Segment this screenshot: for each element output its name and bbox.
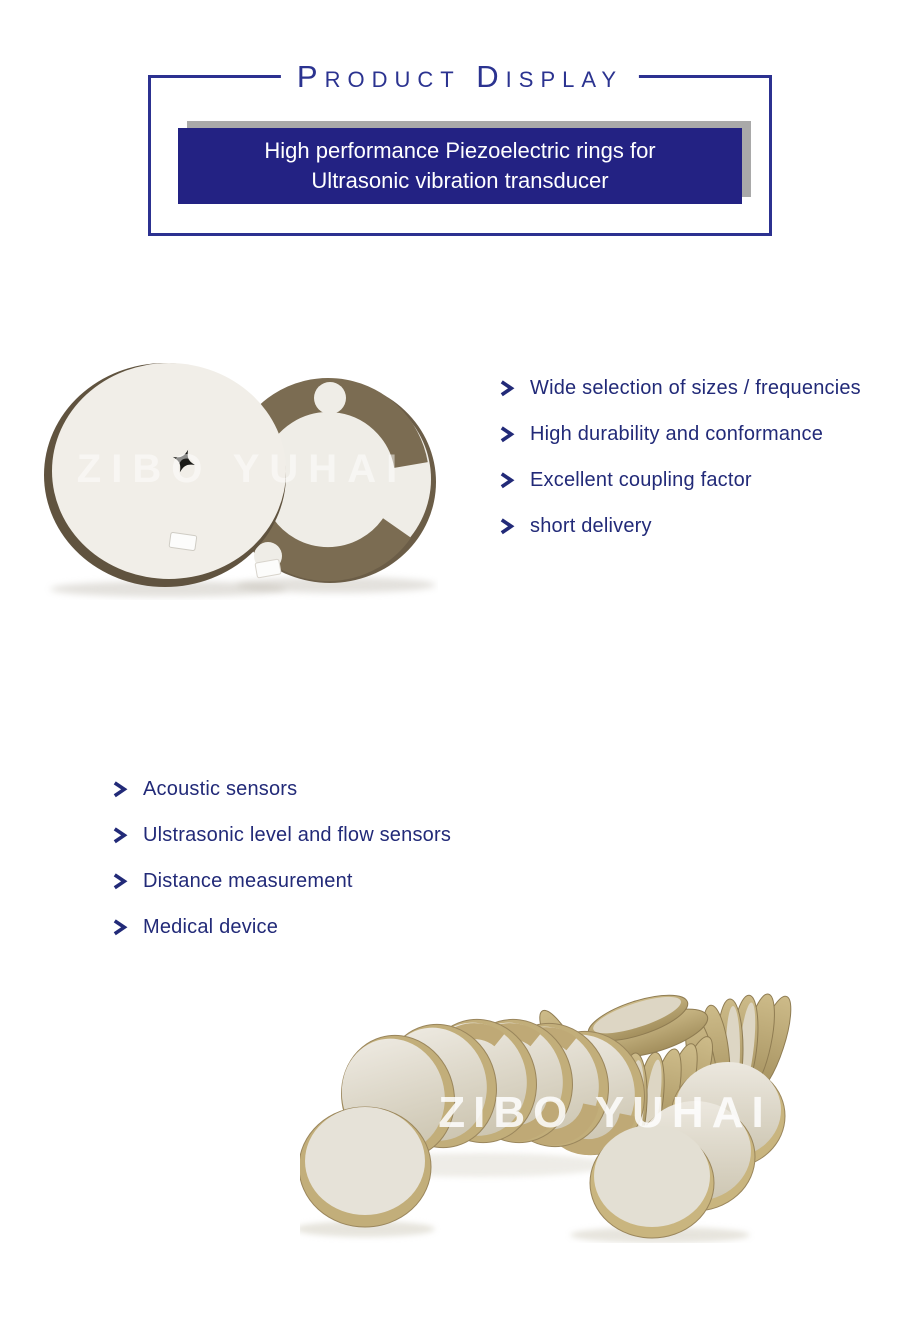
chevron-right-icon: [497, 425, 516, 444]
feature-item: [497, 457, 861, 503]
flat-disc-front-left: [300, 1107, 431, 1227]
application-label: Medical device: [143, 915, 279, 938]
application-label: Distance measurement: [143, 869, 353, 892]
application-item: [110, 858, 451, 904]
product-photo-rings: [18, 358, 438, 600]
solder-tab: [169, 532, 197, 550]
feature-label: Excellent coupling factor: [530, 468, 752, 491]
rings-illustration: [18, 358, 438, 600]
chevron-right-icon: [110, 780, 129, 799]
application-item: [110, 904, 451, 950]
application-label: Ulstrasonic level and flow sensors: [143, 823, 452, 846]
watermark-text: ZIBO YUHAI: [76, 447, 408, 491]
feature-label: High durability and conformance: [530, 422, 824, 445]
applications-list: [110, 766, 451, 950]
page-title: Product Display: [281, 56, 639, 98]
application-item: [110, 766, 451, 812]
chevron-right-icon: [497, 517, 516, 536]
feature-item: [497, 411, 861, 457]
chevron-right-icon: [497, 379, 516, 398]
product-photo-group: [300, 985, 795, 1243]
feature-item: [497, 365, 861, 411]
application-item: [110, 812, 451, 858]
chevron-right-icon: [110, 826, 129, 845]
watermark-text: ZIBO YUHAI: [438, 1088, 772, 1137]
features-list: [497, 365, 861, 549]
chevron-right-icon: [497, 471, 516, 490]
feature-item: [497, 503, 861, 549]
chevron-right-icon: [110, 918, 129, 937]
disc-group-illustration: [300, 985, 795, 1243]
banner-line2: Ultrasonic vibration transducer: [311, 168, 609, 193]
banner-line1: High performance Piezoelectric rings for: [264, 138, 656, 163]
product-banner: [178, 128, 742, 204]
application-label: Acoustic sensors: [143, 777, 298, 800]
chevron-right-icon: [110, 872, 129, 891]
title-frame: [148, 59, 772, 236]
electrode-notch-top: [314, 382, 346, 414]
feature-label: Wide selection of sizes / frequencies: [530, 376, 861, 399]
feature-label: short delivery: [530, 514, 652, 537]
